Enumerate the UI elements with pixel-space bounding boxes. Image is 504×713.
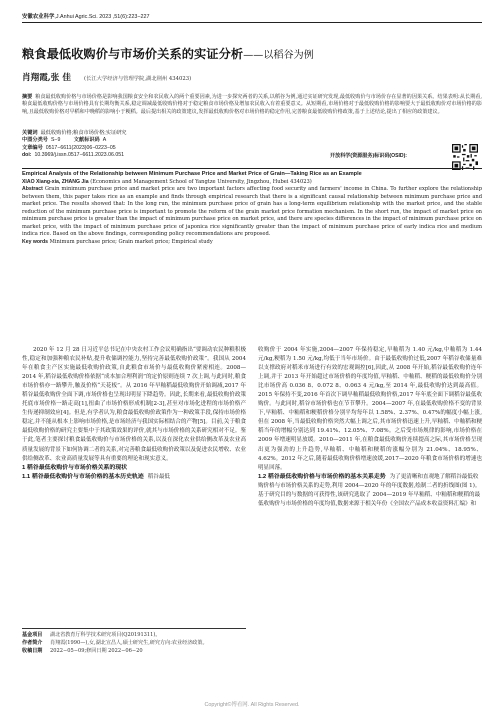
abstract-cn [22, 94, 482, 116]
fund-label: 基金项目 [22, 632, 43, 638]
clc-line [22, 137, 106, 144]
header-rule [22, 22, 482, 23]
doc-value: A [102, 137, 107, 144]
title-main: 粮食最低收购价与市场价关系的实证分析 [22, 47, 244, 61]
body-column-right [258, 346, 482, 509]
fund-value: 湖北省教育厅科学技术研究项目(Q20191311)。 [50, 632, 161, 638]
received-value: 2022−05−09;修回日期 2022−06−20 [50, 648, 143, 654]
paper-title [22, 45, 482, 62]
keywords-value: 最低收购价格;粮食市场价格;实证研究 [40, 130, 127, 136]
paragraph-trend: 为了更清晰和直观地了解稻谷最低收购价格与市场价格关系的走势,利用 2004—2020 年的年度数据,绘制二者的折线图(图 1)。基于研究目的与数据的可获得性,该研究选取了 2004—2019 年早籼稻、中籼稻和粳稻的最低收购价与市场价格的年度均值,数据来源于相关年份《全国农产品成本收益资料汇编》和 [258, 473, 481, 507]
affiliation: (长江大学经济与管理学院,湖北荆州 434023) [84, 75, 192, 82]
doi-label: doi: [22, 151, 32, 158]
received-label: 收稿日期 [22, 648, 43, 654]
english-abstract: Grain minimum purchase price and market price are two important factors affecting food security and farmers' income in China. To further explore the relationship between them, this paper takes rice as an example and finds through empirical research that there is a significant causal relationship between minimum purchase price and market price. The results showed that: In the long run, the minimum purchase price of grain has a long-term equilibrium relationship with the market price, and the stable reduction of the minimum purchase price is important to promote the reform of the grain market price formation mechanism. In the short run, the impact of market price on minimum purchase price is greater than the impact of minimum purchase price on market price, and there are species differences in the impact of minimum purchase price on market price, with the impact of minimum purchase price of japonica rice significantly greater than the impact of minimum purchase price of early indica rice and medium indica rice. Based on the above findings, corresponding policy recommendations are proposed. [22, 186, 482, 237]
journal-name: 安徽农业科学 [22, 14, 55, 20]
english-title: Empirical Analysis of the Relationship between Minimum Purchase Price and Market Price of Grain—Taking Rice as an Example [22, 171, 362, 177]
abstract-text: 粮食最低收购价格与市场价格是影响我国粮食安全和农民收入的两个重要因素,为进一步探究两者的关系,以稻谷为例,通过实证研究发现,最低收购价与市场价存在显著的因果关系。结果表明:从长期看,粮食最低收购价格与市场价格具有长期均衡关系,稳定调减最低收购价格对于稳定粮食市场价格及增加农民收入有着重要意义。从短期看,市场价格对于最低收购价格的影响要大于最低收购价对市场价格的影响,且最低收购价格对早稻和中晚稻的影响小于粳稻。最后提出相关的政策建议,发挥最低收购价格对市场价格的稳定作用,完善粮食最低收购价格政策,基于上述结论,提出了相应的政策建议。 [22, 94, 482, 115]
doi-line [22, 152, 124, 159]
section-1-heading: 1 稻谷最低收购价与市场价格关系的现状 [22, 464, 128, 471]
english-keywords-label: Key words [22, 238, 48, 245]
body-column-left [22, 346, 246, 482]
authors: 肖翔霞,张 佳 [22, 73, 71, 83]
title-sub: ——以稻谷为例 [243, 50, 314, 61]
keywords-label: 关键词 [22, 130, 38, 136]
author-bio-line [22, 639, 246, 647]
qr-code-icon [452, 144, 478, 170]
intro-paragraph: 2020 年 12 月 28 日习近平总书记在中央农村工作会议明确指出“要调动农民种粮积极性,稳定和加强种粮农民补贴,提升收储调控能力,坚持完善最低收购价政策”。我国从 2004 年在粮食主产区实施最低收购价政策,自此粮食市场价与最低收购价紧密相连。2008—2014 年,稻谷最低收购价格依据“成本加合理利润”的定价原则连续 7 次上调,与此同时,粮食市场价格亦一路攀升,触及价格“天花板”。从 2016 年早籼稻最低收购价开始调减,2017 年稻谷最低收购价全面下调,市场价格也呈现出明显下降趋势。因此,长期来看,最低收购价政策托底市场价格一路走高[1],扭曲了市场价格形成机制[2-3],甚至对市场化进程的市场价格产生传递抑制效应[4]。但是,有学者认为,粮食最低收购价政策作为一种政策手段,保持市场价格稳定,并不能从根本上影响市场价格,是市场经济与我国实际相结合的产物[5]。目前,关于粮食最低收购价格的研究主要集中于其政策效果的评价,就其与市场价格的关系研究相对不足。鉴于此,笔者主要探讨粮食最低收购价与市场价格的关系,以及在深化农业供给侧改革及农业高质量发展的背景下如何协调二者的关系,对完善粮食最低收购价政策以及促进农民增收、农业供给侧改革、农业高质量发展等具有重要的理论和现实意义。 [22, 347, 246, 462]
section-1-1-lead: 稻谷最低 [147, 473, 170, 480]
footnote-block [22, 628, 246, 655]
divider-rule [22, 168, 482, 169]
english-authors: XIAO Xiang-xia, ZHANG Jia [22, 178, 89, 185]
abstract-label: 摘要 [22, 94, 33, 100]
article-label: 文章编号 [22, 144, 43, 151]
english-abstract-label: Abstract [22, 186, 43, 192]
paragraph-price-history: 收购价于 2004 年实施,2004—2007 年保持稳定,早籼稻为 1.40 元/kg,中籼稻为 1.44 元/kg,粳稻为 1.50 元/kg,均低于当年市场价。由于最低收购价过低,2007 年稻谷收储量难以支撑政府对稻米市场进行有效的宏观调控[6],因此,从 2008 年开始,稻谷最低收购价连年上调,并于 2013 年开始超过市场价格的年度均值,早籼稻、中籼稻、粳稻的最低收购价分别比市场价高 0.036 8、0.072 8、0.063 4 元/kg,至 2014 年,最低收购价达到最高值。2015 年保持不变,2016 年首次下调早籼稻最低收购价格,2017 年年底全面下调稻谷最低收购价。与此同时,稻谷市场价格也在节节攀升。2004—2007 年,在最低收购价格不变的背景下,早籼稻、中籼稻和粳稻价格分别平均每年以 1.58%、2.37%、0.47%的幅度小幅上涨,但在 2008 年,当最低收购价格突然大幅上调之后,其市场价格迅速上升,早籼稻、中籼稻和粳稻当年的增幅分别达到 19.41%、12.05%、7.08%。之后受市场规律的影响,市场价格在 2009 年增速明显放缓。2010—2011 年,在粮食最低收购价连续提高之际,其市场价格呈现出更为强劲的上升趋势,早籼稻、中籼稻和粳稻的涨幅分别为 21.04%、18.95%、4.62%。2012 年之后,随着最低收购价格增速放缓,2017—2020 年粮食市场价格的增速也明显回落。 [258, 347, 482, 471]
received-line [22, 647, 246, 655]
article-line [22, 145, 116, 152]
journal-header [22, 12, 482, 20]
section-1-1-heading: 1.1 稻谷最低收购价与市场价格的基本历史轨迹 [22, 473, 144, 480]
journal-citation: ,J.Anhui Agric.Sci. 2023 ,51(6):223−227 [54, 14, 150, 20]
doc-label: 文献标识码 [73, 137, 100, 144]
english-affiliation: (Economics and Management School of Yangtze University, Jingzhou, Hubei 434023) [90, 178, 312, 185]
copyright-watermark: Copyright©博看网. All Rights Reserved. [204, 702, 300, 708]
english-keywords: Minimum purchase price; Grain market price; Empirical study [49, 238, 213, 245]
doi-value[interactable]: 10.3969/j.issn.0517−6611.2023.06.051 [34, 151, 124, 158]
author-bio-label: 作者简介 [22, 640, 43, 646]
clc-label: 中图分类号 [22, 137, 48, 144]
english-block [22, 171, 482, 246]
fund-line [22, 631, 246, 639]
section-1-2-heading: 1.2 稻谷最低收购价格与市场价格的基本关系走势 [258, 473, 386, 480]
osid-label: 开放科学(资源服务)标识码(OSID): [330, 153, 407, 159]
article-value: 0517−6611(2023)06−0223−05 [45, 144, 116, 151]
clc-value: S−9 [50, 137, 61, 144]
author-bio-value: 肖翔霞(1990—),女,湖北宣昌人,硕士研究生,研究方向:农业经济政策。 [50, 640, 208, 646]
